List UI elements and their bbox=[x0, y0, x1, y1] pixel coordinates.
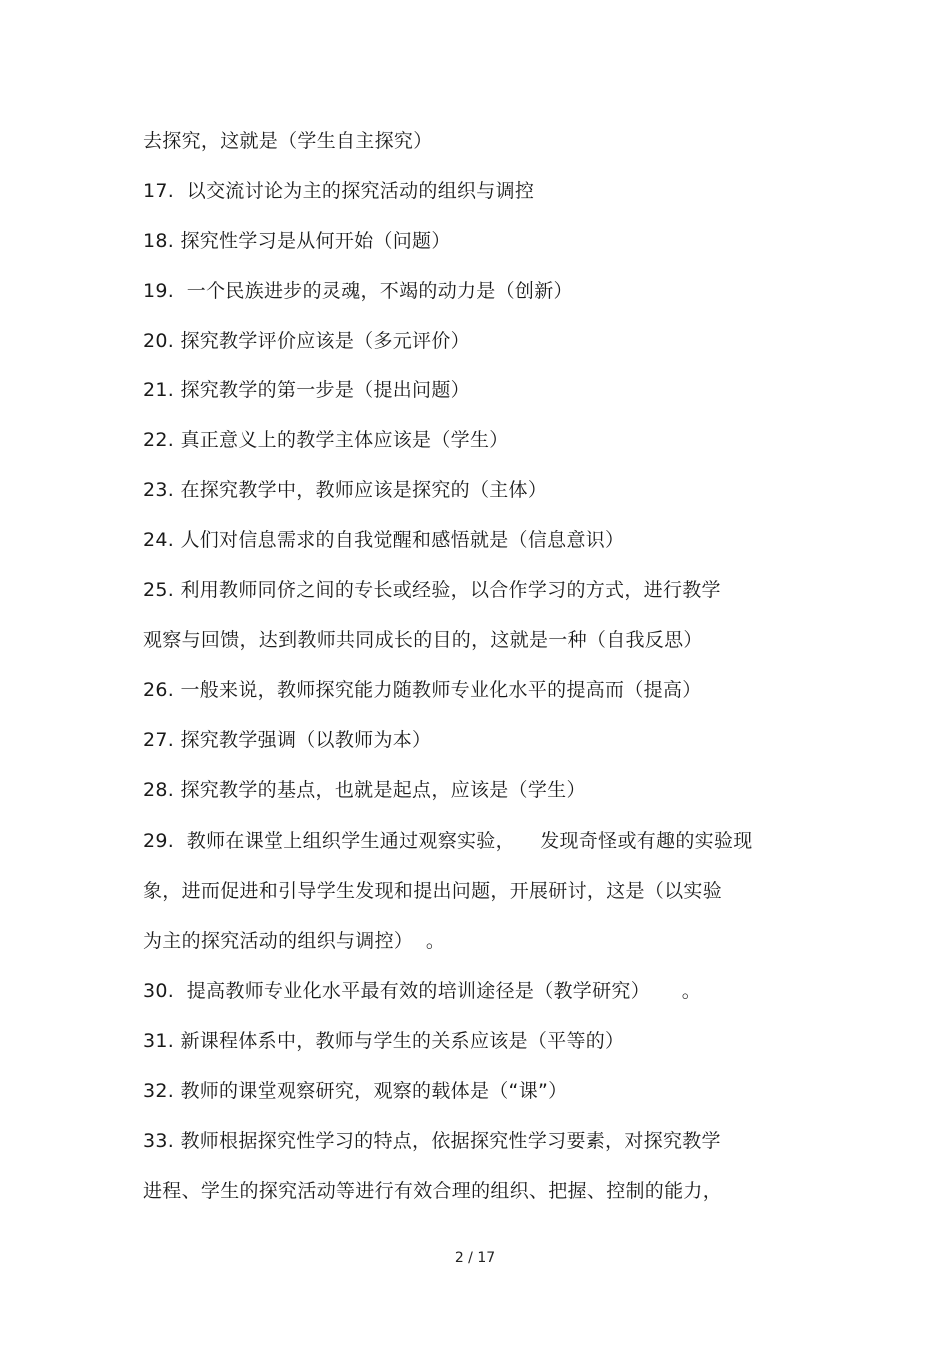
text-line: 观察与回馈，达到教师共同成长的目的，这就是一种（自我反思） bbox=[143, 629, 703, 651]
text-line: 31. 新课程体系中，教师与学生的关系应该是（平等的） bbox=[143, 1030, 625, 1052]
text-line: 20. 探究教学评价应该是（多元评价） bbox=[143, 330, 470, 352]
text-line: 33. 教师根据探究性学习的特点，依据探究性学习要素，对探究教学 bbox=[143, 1130, 721, 1152]
text-line: 进程、学生的探究活动等进行有效合理的组织、把握、控制的能力， bbox=[143, 1180, 723, 1202]
text-line: 去探究，这就是（学生自主探究） bbox=[143, 130, 433, 152]
text-line: 30. 提高教师专业化水平最有效的培训途径是（教学研究） 。 bbox=[143, 980, 701, 1002]
text-line: 27. 探究教学强调（以教师为本） bbox=[143, 729, 432, 751]
text-line: 22. 真正意义上的教学主体应该是（学生） bbox=[143, 429, 509, 451]
text-line: 32. 教师的课堂观察研究，观察的载体是（“课”） bbox=[143, 1080, 568, 1102]
text-line: 18. 探究性学习是从何开始（问题） bbox=[143, 230, 451, 252]
text-line: 23. 在探究教学中，教师应该是探究的（主体） bbox=[143, 479, 548, 501]
text-line: 29. 教师在课堂上组织学生通过观察实验， 发现奇怪或有趣的实验现 bbox=[143, 830, 753, 852]
text-line: 28. 探究教学的基点，也就是起点，应该是（学生） bbox=[143, 779, 586, 801]
text-line: 24. 人们对信息需求的自我觉醒和感悟就是（信息意识） bbox=[143, 529, 625, 551]
text-line: 为主的探究活动的组织与调控） 。 bbox=[143, 930, 446, 952]
text-line: 17. 以交流讨论为主的探究活动的组织与调控 bbox=[143, 180, 535, 202]
page-number: 2 / 17 bbox=[454, 1250, 496, 1266]
text-line: 26. 一般来说，教师探究能力随教师专业化水平的提高而（提高） bbox=[143, 679, 702, 701]
text-line: 象，进而促进和引导学生发现和提出问题，开展研讨，这是（以实验 bbox=[143, 880, 723, 902]
text-line: 25. 利用教师同侪之间的专长或经验，以合作学习的方式，进行教学 bbox=[143, 579, 721, 601]
text-line: 19. 一个民族进步的灵魂，不竭的动力是（创新） bbox=[143, 280, 573, 302]
text-line: 21. 探究教学的第一步是（提出问题） bbox=[143, 379, 470, 401]
